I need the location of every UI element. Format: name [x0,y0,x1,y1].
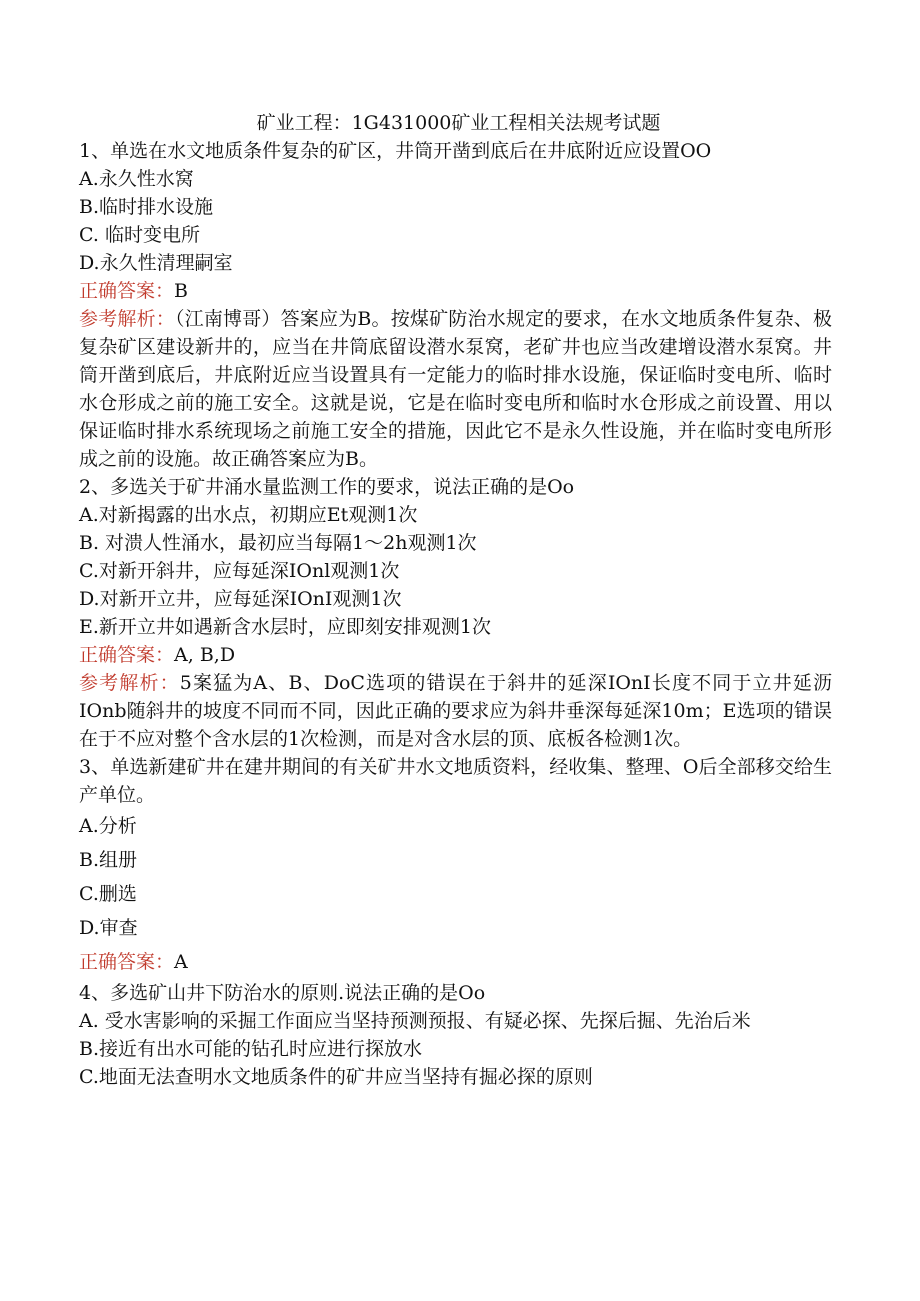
analysis-label: 参考解析： [79,308,175,330]
question-3 [79,753,832,979]
answer-line [79,945,832,979]
option-d: D.审查 [79,917,138,939]
analysis-paragraph [79,669,832,753]
option-c: C. 临时变电所 [79,224,200,246]
option-b: B. 对溃人性涌水，最初应当每隔1～2h观测1次 [79,532,477,554]
question-stem: 4、多选矿山井下防治水的原则.说法正确的是Oo [79,982,486,1004]
answer-line [79,641,832,669]
option-c: C.删选 [79,883,137,905]
option-a: A. 受水害影响的采掘工作面应当坚持预测预报、有疑必探、先探后掘、先治后米 [79,1010,751,1032]
answer-value: A [174,951,188,973]
option-e: E.新开立井如遇新含水层时，应即刻安排观测1次 [79,616,491,638]
question-1 [79,137,832,473]
option-c: C.对新开斜井，应每延深IOnl观测1次 [79,560,400,582]
option-a: A.分析 [79,815,137,837]
answer-label: 正确答案： [79,280,175,302]
option-a: A.对新揭露的出水点，初期应Et观测1次 [79,504,418,526]
page-title: 矿业工程：1G431000矿业工程相关法规考试题 [256,112,661,134]
option-d: D.永久性清理嗣室 [79,252,233,274]
answer-value: B [174,280,188,302]
options-list [79,809,832,979]
analysis-text: （江南博哥）答案应为B。按煤矿防治水规定的要求，在水文地质条件复杂、极复杂矿区建设新井的，应当在井筒底留设潜水泵窝，老矿井也应当改建增设潜水泵窝。井筒开凿到底后，井底附近应当设置具有一定能力的临时排水设施，保证临时变电所、临时水仓形成之前的施工安全。这就是说，它是在临时变电所和临时水仓形成之前设置、用以保证临时排水系统现场之前施工安全的措施，因此它不是永久性设施，并在临时变电所形成之前的设施。故正确答案应为B。 [79,308,832,470]
question-4 [79,979,832,1091]
question-stem: 1、单选在水文地质条件复杂的矿区，井筒开凿到底后在井底附近应设置OO [79,140,712,162]
analysis-paragraph [79,305,832,473]
option-c: C.地面无法查明水文地质条件的矿井应当坚持有掘必探的原则 [79,1066,593,1088]
option-a: A.永久性水窝 [79,168,194,190]
option-d: D.对新开立井，应每延深IOnI观测1次 [79,588,402,610]
analysis-text: 5案猛为A、B、DoC选项的错误在于斜井的延深IOnI长度不同于立井延沥IOnb随斜井的坡度不同而不同，因此正确的要求应为斜井垂深每延深10m；E选项的错误在于不应对整个含水层的1次检测，而是对含水层的顶、底板各检测1次。 [79,672,832,750]
question-2 [79,473,832,753]
analysis-label: 参考解析： [79,672,180,694]
answer-line [79,277,832,305]
option-b: B.组册 [79,849,138,871]
option-b: B.接近有出水可能的钻孔时应进行探放水 [79,1038,423,1060]
answer-label: 正确答案： [79,951,175,973]
question-stem: 3、单选新建矿井在建井期间的有关矿井水文地质资料，经收集、整理、O后全部移交给生产单位。 [79,756,832,806]
option-b: B.临时排水设施 [79,196,214,218]
question-stem: 2、多选关于矿井涌水量监测工作的要求，说法正确的是Oo [79,476,575,498]
answer-label: 正确答案： [79,644,175,666]
answer-value: A, B,D [174,644,236,666]
